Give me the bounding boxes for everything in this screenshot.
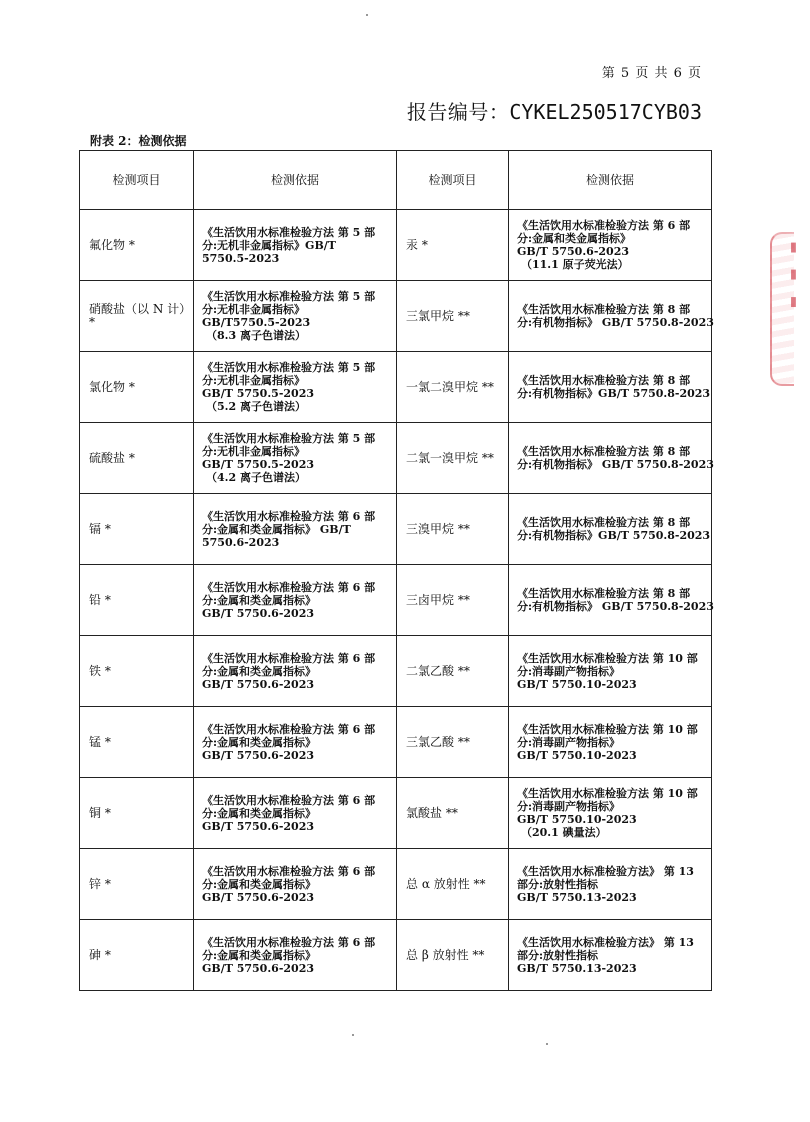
basis-line: 分:消毒副产物指标》: [517, 664, 621, 678]
basis-line: 分:金属和类金属指标》: [517, 232, 632, 245]
basis-line: 《生活饮用水标准检验方法 第 10 部: [517, 651, 698, 665]
basis-line: 《生活饮用水标准检验方法 第 10 部: [517, 787, 698, 800]
header-left-item: 检测项目: [80, 151, 194, 210]
test-item-left: 铁 *: [80, 636, 194, 707]
seam-stamp-mark: ▮ ▮ ▮: [786, 240, 801, 314]
test-basis-left: [194, 352, 397, 423]
basis-line: GB/T 5750.6-2023: [202, 819, 315, 833]
basis-line: GB/T 5750.13-2023: [517, 890, 637, 904]
basis-line: 分:金属和类金属指标》: [202, 735, 317, 749]
basis-line: 《生活饮用水标准检验方法 第 5 部: [202, 225, 376, 239]
table-row: [80, 565, 712, 636]
test-basis-right: [509, 636, 712, 707]
test-item-right: 二氯一溴甲烷 **: [397, 423, 509, 494]
basis-line: 《生活饮用水标准检验方法》 第 13: [517, 864, 694, 878]
basis-line: （4.2 离子色谱法）: [206, 471, 306, 484]
test-item-left: 氯化物 *: [80, 352, 194, 423]
report-number: [407, 96, 702, 125]
scan-speck: [352, 1034, 354, 1036]
test-basis-left: [194, 920, 397, 991]
basis-line: 《生活饮用水标准检验方法 第 8 部: [517, 587, 691, 600]
table-row: [80, 778, 712, 849]
basis-line: GB/T 5750.6-2023: [202, 961, 315, 975]
basis-line: 分:有机物指标》GB/T 5750.8-2023: [517, 387, 711, 400]
test-item-left: 硫酸盐 *: [80, 423, 194, 494]
test-basis-left: [194, 707, 397, 778]
test-item-right: 一氯二溴甲烷 **: [397, 352, 509, 423]
page-indicator: 第 5 页 共 6 页: [601, 66, 702, 81]
test-basis-left: [194, 281, 397, 352]
basis-line: 分:金属和类金属指标》: [202, 806, 317, 820]
basis-line: 分:有机物指标》GB/T 5750.8-2023: [517, 529, 711, 542]
basis-line: GB/T 5750.5-2023: [202, 458, 315, 471]
test-basis-left: [194, 636, 397, 707]
basis-line: 《生活饮用水标准检验方法 第 8 部: [517, 516, 691, 529]
scan-speck: [546, 1043, 548, 1045]
testing-basis-table: [79, 150, 712, 991]
table-row: [80, 494, 712, 565]
test-item-left: 氟化物 *: [80, 210, 194, 281]
test-item-left: 硝酸盐（以 N 计）*: [80, 281, 194, 352]
basis-line: 分:有机物指标》 GB/T 5750.8-2023: [517, 600, 714, 613]
table-row: [80, 281, 712, 352]
basis-line: 《生活饮用水标准检验方法 第 6 部: [202, 651, 376, 665]
test-basis-left: [194, 423, 397, 494]
basis-line: 《生活饮用水标准检验方法 第 6 部: [202, 935, 376, 949]
table-row: [80, 210, 712, 281]
test-basis-left: [194, 565, 397, 636]
table-row: [80, 849, 712, 920]
test-basis-right: [509, 778, 712, 849]
basis-line: （8.3 离子色谱法）: [206, 329, 306, 342]
basis-line: 5750.6-2023: [202, 535, 280, 549]
basis-line: 分:金属和类金属指标》: [202, 664, 317, 678]
basis-line: 《生活饮用水标准检验方法 第 8 部: [517, 303, 691, 316]
test-basis-right: [509, 494, 712, 565]
test-item-right: 三溴甲烷 **: [397, 494, 509, 565]
test-item-right: 总 β 放射性 **: [397, 920, 509, 991]
header-right-basis: 检测依据: [509, 151, 712, 210]
test-item-left: 铜 *: [80, 778, 194, 849]
basis-line: GB/T 5750.6-2023: [517, 245, 630, 258]
basis-line: 分:金属和类金属指标》: [202, 877, 317, 891]
test-item-left: 砷 *: [80, 920, 194, 991]
appendix-title: 附表 2：检测依据: [90, 134, 187, 148]
basis-line: 《生活饮用水标准检验方法 第 6 部: [517, 219, 691, 232]
test-item-left: 铅 *: [80, 565, 194, 636]
basis-line: 《生活饮用水标准检验方法 第 6 部: [202, 509, 376, 523]
basis-line: 《生活饮用水标准检验方法 第 5 部: [202, 361, 376, 374]
basis-line: 《生活饮用水标准检验方法 第 5 部: [202, 432, 376, 445]
table-row: [80, 920, 712, 991]
test-item-left: 锰 *: [80, 707, 194, 778]
table-row: [80, 352, 712, 423]
header-right-item: 检测项目: [397, 151, 509, 210]
basis-line: 分:无机非金属指标》GB/T: [202, 238, 336, 252]
basis-line: GB/T 5750.5-2023: [202, 387, 315, 400]
scan-speck: [366, 14, 368, 16]
test-basis-right: [509, 352, 712, 423]
test-item-right: 汞 *: [397, 210, 509, 281]
basis-line: 部分:放射性指标: [517, 948, 599, 962]
table-header-row: [80, 151, 712, 210]
basis-line: 《生活饮用水标准检验方法 第 5 部: [202, 290, 376, 303]
test-basis-left: [194, 210, 397, 281]
table-body: [80, 210, 712, 991]
test-basis-left: [194, 849, 397, 920]
basis-line: （11.1 原子荧光法）: [521, 258, 629, 271]
report-number-code: CYKEL250517CYB03: [509, 100, 702, 124]
test-item-right: 三卤甲烷 **: [397, 565, 509, 636]
basis-line: GB/T 5750.10-2023: [517, 748, 637, 762]
basis-line: 分:有机物指标》 GB/T 5750.8-2023: [517, 316, 714, 329]
test-item-right: 三氯乙酸 **: [397, 707, 509, 778]
test-basis-right: [509, 565, 712, 636]
basis-line: 部分:放射性指标: [517, 877, 599, 891]
basis-line: 分:无机非金属指标》: [202, 303, 306, 316]
test-basis-right: [509, 707, 712, 778]
test-item-right: 氯酸盐 **: [397, 778, 509, 849]
test-basis-right: [509, 423, 712, 494]
test-item-right: 二氯乙酸 **: [397, 636, 509, 707]
basis-line: GB/T 5750.13-2023: [517, 961, 637, 975]
table-row: [80, 636, 712, 707]
test-basis-right: [509, 849, 712, 920]
basis-line: 《生活饮用水标准检验方法》 第 13: [517, 935, 694, 949]
test-item-right: 三氯甲烷 **: [397, 281, 509, 352]
basis-line: GB/T 5750.6-2023: [202, 606, 315, 620]
seam-stamp: [770, 232, 801, 386]
test-basis-left: [194, 778, 397, 849]
basis-line: GB/T5750.5-2023: [202, 316, 311, 329]
test-item-left: 镉 *: [80, 494, 194, 565]
test-basis-right: [509, 920, 712, 991]
table-row: [80, 423, 712, 494]
basis-line: 《生活饮用水标准检验方法 第 6 部: [202, 793, 376, 807]
test-basis-left: [194, 494, 397, 565]
basis-line: 分:金属和类金属指标》: [202, 948, 317, 962]
table-row: [80, 707, 712, 778]
basis-line: 分:金属和类金属指标》: [202, 593, 317, 607]
basis-line: 分:消毒副产物指标》: [517, 735, 621, 749]
test-item-right: 总 α 放射性 **: [397, 849, 509, 920]
basis-line: GB/T 5750.10-2023: [517, 813, 637, 826]
header-left-basis: 检测依据: [194, 151, 397, 210]
basis-line: 《生活饮用水标准检验方法 第 6 部: [202, 864, 376, 878]
basis-line: 分:有机物指标》 GB/T 5750.8-2023: [517, 458, 714, 471]
basis-line: 《生活饮用水标准检验方法 第 6 部: [202, 722, 376, 736]
basis-line: 5750.5-2023: [202, 251, 280, 265]
test-basis-right: [509, 281, 712, 352]
basis-line: GB/T 5750.10-2023: [517, 677, 637, 691]
basis-line: 分:无机非金属指标》: [202, 445, 306, 458]
basis-line: （20.1 碘量法）: [521, 826, 607, 839]
test-basis-right: [509, 210, 712, 281]
basis-line: 《生活饮用水标准检验方法 第 8 部: [517, 374, 691, 387]
basis-line: 分:无机非金属指标》: [202, 374, 306, 387]
basis-line: 《生活饮用水标准检验方法 第 8 部: [517, 445, 691, 458]
basis-line: GB/T 5750.6-2023: [202, 890, 315, 904]
test-item-left: 锌 *: [80, 849, 194, 920]
basis-line: GB/T 5750.6-2023: [202, 748, 315, 762]
report-number-label: 报告编号：: [406, 100, 510, 124]
basis-line: 《生活饮用水标准检验方法 第 10 部: [517, 722, 698, 736]
basis-line: 《生活饮用水标准检验方法 第 6 部: [202, 580, 376, 594]
basis-line: （5.2 离子色谱法）: [206, 400, 306, 413]
basis-line: GB/T 5750.6-2023: [202, 677, 315, 691]
basis-line: 分:消毒副产物指标》: [517, 800, 621, 813]
basis-line: 分:金属和类金属指标》 GB/T: [202, 522, 351, 536]
